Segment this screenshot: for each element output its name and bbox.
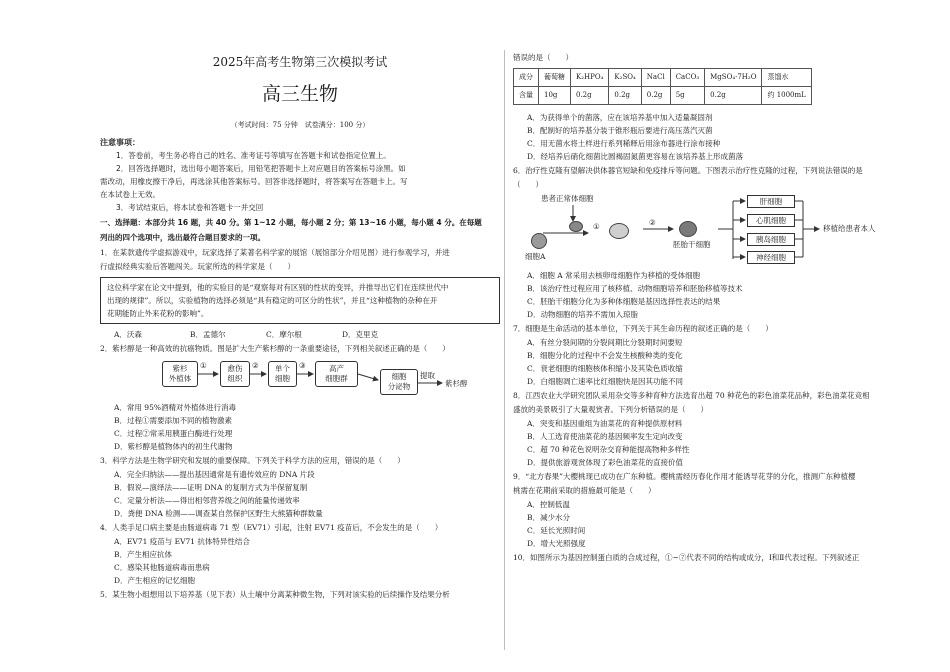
step-1-label: ① (593, 222, 600, 231)
exam-title: 2025年高考生物第三次模拟考试 (212, 55, 388, 69)
flow-box-single-cell: 单个 细胞 (268, 361, 297, 387)
question-8-stem-cont: 盛放的美景吸引了大量观赏者。下列分析错误的是（ ） (513, 405, 708, 414)
table-cell: 0.2g (641, 87, 670, 105)
transplant-label: 移植给患者本人 (823, 224, 876, 233)
option-b[interactable]: B．过程①需要添加不同的植物激素 (114, 416, 233, 425)
option-d[interactable]: D．产生相应的记忆细胞 (114, 576, 196, 585)
question-4-stem: 4．人类手足口病主要是由肠道病毒 71 型（EV71）引起，注射 EV71 疫苗后，不会发生的是（ ） (100, 523, 443, 532)
option-c[interactable]: C．感染其他肠道病毒而患病 (114, 563, 210, 572)
option-c[interactable]: C．衰老细胞的细胞核体积缩小及其染色质收缩 (527, 364, 683, 373)
subject-title: 高三生物 (261, 83, 338, 105)
notice-item: 3．考试结束后，将本试卷和答题卡一并交回 (116, 203, 264, 212)
section-heading-cont: 列出的四个选项中，选出最符合题目要求的一项。 (100, 233, 265, 242)
question-1-stem-cont: 行虚拟经典实验后答题闯关。玩家所选的科学家是（ ） (100, 262, 295, 271)
option-b[interactable]: B．产生相应抗体 (114, 550, 173, 559)
question-1-options (114, 328, 500, 341)
arrow-4 (358, 374, 378, 380)
notice-item: 1．答卷前，考生务必将自己的姓名、准考证号等填写在答题卡和试卷指定位置上。 (116, 151, 391, 160)
question-3-stem: 3．科学方法是生物学研究和发展的重要保障。下列关于科学方法的应用，错误的是（ ） (100, 456, 405, 465)
question-6-stem: 6．治疗性克隆有望解决供体器官短缺和免疫排斥等问题。下图表示治疗性克隆的过程，下列说法错误的是 (513, 166, 863, 175)
flow-box-cell-population: 高产 细胞群 (315, 361, 358, 387)
table-cell: 0.2g (609, 87, 641, 105)
option-c[interactable]: C．过程②常采用胰蛋白酶进行处理 (114, 429, 233, 438)
question-2-stem: 2．紫杉醇是一种高效的抗癌物质。图是扩大生产紫杉醇的一条重要途径，下列相关叙述正确的是（ ） (100, 344, 450, 353)
therapeutic-cloning-diagram (513, 193, 910, 265)
notice-item: 需改动，用橡皮擦干净后，再选涂其他答案标号。回答非选择题时，将答案写在答题卡上。写 (100, 177, 408, 186)
option-a[interactable]: A．细胞 A 常采用去核卵母细胞作为移植的受体细胞 (527, 271, 701, 280)
option-d[interactable]: D．经培养后硝化细菌比圆褐固氮菌更容易在该培养基上形成菌落 (527, 152, 744, 161)
option-b[interactable]: B．孟德尔 (190, 330, 226, 339)
exam-info: （考试时间：75 分钟 试卷满分：100 分） (230, 121, 370, 129)
stem-cell-icon (679, 221, 697, 237)
taxol-flow-diagram (100, 357, 500, 399)
option-a[interactable]: A．突变和基因重组为油菜花的育种提供原材料 (527, 419, 683, 428)
reconstructed-cell-icon (609, 223, 629, 239)
option-d[interactable]: D．克里克 (342, 330, 379, 339)
quote-line: 出现的规律”。所以，实验植物的选择必须是“具有稳定的可区分的性状”，并且“这种植物的杂种在开 (107, 296, 438, 305)
flow-box-callus: 愈伤 组织 (220, 361, 250, 387)
embryonic-stem-cell-label: 胚胎干细胞 (673, 240, 711, 249)
option-d[interactable]: D．提供旅游观赏体现了彩色油菜花的直接价值 (527, 458, 684, 467)
question-9-stem: 9．“北方春果”大樱桃现已成功在广东种植。樱桃需经历春化作用才能诱导花芽的分化，推测广东种植樱 (513, 472, 856, 481)
table-cell: CaCO₃ (670, 69, 704, 87)
step-2-label: ② (649, 218, 656, 227)
cardiomyocyte-box: 心肌细胞 (747, 214, 795, 227)
islet-cell-box: 胰岛细胞 (747, 233, 795, 246)
question-8-stem: 8．江西农业大学研究团队采用杂交等多种育种方法选育出超 70 种花色的彩色油菜花品种，彩色油菜花竞相 (513, 391, 870, 400)
question-1-stem: 1．在某款遗传学虚拟游戏中，玩家选择了某著名科学家的展馆（展馆部分介绍见图）进行参观学习，并进 (100, 248, 450, 257)
option-b[interactable]: B．细胞分化的过程中不会发生核酸种类的变化 (527, 351, 683, 360)
option-a[interactable]: A．沃森 (114, 330, 142, 339)
cell-a-icon (531, 233, 547, 249)
notice-heading: 注意事项： (100, 138, 140, 147)
option-a[interactable]: A．为获得单个的菌落，应在该培养基中加入适量凝固剂 (527, 113, 713, 122)
question-5-stem-cont: 错误的是（ ） (513, 53, 573, 62)
option-a[interactable]: A．EV71 疫苗与 EV71 抗体特异性结合 (114, 537, 250, 546)
table-cell: MgSO₄·7H₂O (705, 69, 762, 87)
notice-item: 在本试卷上无效。 (100, 190, 160, 199)
table-cell: K₂SO₄ (609, 69, 641, 87)
option-c[interactable]: C．胚胎干细胞分化为多种体细胞是基因选择性表达的结果 (527, 297, 721, 306)
option-c[interactable]: C．用无菌水将土样进行系列稀释后用涂布器进行涂布接种 (527, 139, 721, 148)
flow-product: 紫杉醇 (445, 379, 468, 388)
flow-box-secretion: 细胞 分泌物 (380, 369, 418, 395)
table-cell: NaCl (641, 69, 670, 87)
option-d[interactable]: D．动物细胞的培养不需加入琼脂 (527, 310, 639, 319)
option-c[interactable]: C．超 70 种花色说明杂交育种能提高物种多样性 (527, 445, 690, 454)
flow-box-explant: 紫杉 外植体 (162, 361, 198, 387)
option-d[interactable]: D．紫杉醇是植物体内的初生代谢物 (114, 442, 233, 451)
table-cell: 0.2g (705, 87, 762, 105)
option-a[interactable]: A．常用 95%酒精对外植体进行消毒 (114, 403, 236, 412)
question-7-stem: 7．细胞是生命活动的基本单位，下列关于其生命历程的叙述正确的是（ ） (513, 324, 773, 333)
option-a[interactable]: A．控制低温 (527, 500, 570, 509)
option-d[interactable]: D．白细胞凋亡速率比红细胞快是因其功能不同 (527, 377, 684, 386)
nucleus-icon (569, 221, 583, 232)
question-10-stem: 10．如图所示为基因控制蛋白质的合成过程，①~⑦代表不同的结构或成分，Ⅰ和Ⅱ代表过程。下列叙述正 (513, 553, 860, 562)
medium-composition-table (513, 68, 812, 105)
option-d[interactable]: D．增大光照强度 (527, 539, 586, 548)
option-a[interactable]: A．有丝分裂间期的分裂间期比分裂期时间要短 (527, 338, 683, 347)
scientist-quote-box (100, 277, 500, 324)
patient-cell-label: 患者正常体细胞 (541, 194, 594, 203)
liver-cell-box: 肝细胞 (747, 195, 795, 208)
table-header-row (514, 69, 812, 87)
notice-item: 2．回答选择题时，选出每小题答案后，用铅笔把答题卡上对应题目的答案标号涂黑。如 (116, 164, 406, 173)
option-d[interactable]: D．粪便 DNA 检测——调查某自然保护区野生大熊猫种群数量 (114, 509, 323, 518)
table-cell: 约 1000mL (762, 87, 811, 105)
option-b[interactable]: B．配制好的培养基分装于锥形瓶后要进行高压蒸汽灭菌 (527, 126, 713, 135)
nerve-cell-box: 神经细胞 (747, 251, 795, 264)
quote-line: 花期能防止外来花粉的影响”。 (107, 309, 209, 318)
table-cell: 含量 (514, 87, 539, 105)
quote-line: 这位科学家在论文中提到，他的实验目的是“观察每对有区别的性状的变异，并推导出它们在连续世代中 (107, 283, 449, 292)
table-cell: 葡萄糖 (539, 69, 571, 87)
table-cell: 蒸馏水 (762, 69, 811, 87)
flow-step-3: ③ (299, 361, 306, 370)
column-divider (504, 50, 505, 650)
section-heading: 一、选择题：本部分共 16 题，共 40 分。第 1~12 小题，每小题 2 分；第 13~16 小题，每小题 4 分。在每题 (100, 218, 482, 227)
table-cell: 0.2g (571, 87, 609, 105)
option-b[interactable]: B．该治疗性过程应用了核移植、动物细胞培养和胚胎移植等技术 (527, 284, 743, 293)
question-9-stem-cont: 桃需在花期前采取的措施最可能是（ ） (513, 486, 656, 495)
table-cell: K₂HPO₄ (571, 69, 609, 87)
question-6-stem-cont: （ ） (513, 180, 543, 189)
flow-step-1: ① (200, 361, 207, 370)
option-c[interactable]: C．定量分析法——得出相邻营养级之间的能量传递效率 (114, 496, 300, 505)
table-row (514, 87, 812, 105)
left-column (100, 50, 500, 602)
question-5-stem: 5．某生物小组想用以下培养基（见下表）从土壤中分离某种微生物，下列对该实验的后续操作及结果分析 (100, 590, 450, 599)
table-cell: 10g (539, 87, 571, 105)
table-cell: 成分 (514, 69, 539, 87)
option-c[interactable]: C．延长光照时间 (527, 526, 586, 535)
flow-extract-label: 提取 (420, 371, 435, 380)
table-cell: 5g (670, 87, 704, 105)
option-b[interactable]: B．人工选育使油菜花的基因频率发生定向改变 (527, 432, 683, 441)
flow-step-2: ② (252, 361, 259, 370)
option-b[interactable]: B．假说—演绎法——证明 DNA 的复制方式为半保留复制 (114, 483, 308, 492)
option-b[interactable]: B．减少水分 (527, 513, 571, 522)
option-a[interactable]: A．完全归纳法——提出基因通常是有遗传效应的 DNA 片段 (114, 470, 315, 479)
option-c[interactable]: C．摩尔根 (266, 330, 302, 339)
right-column (513, 50, 910, 565)
cell-a-label: 细胞A (525, 252, 546, 261)
